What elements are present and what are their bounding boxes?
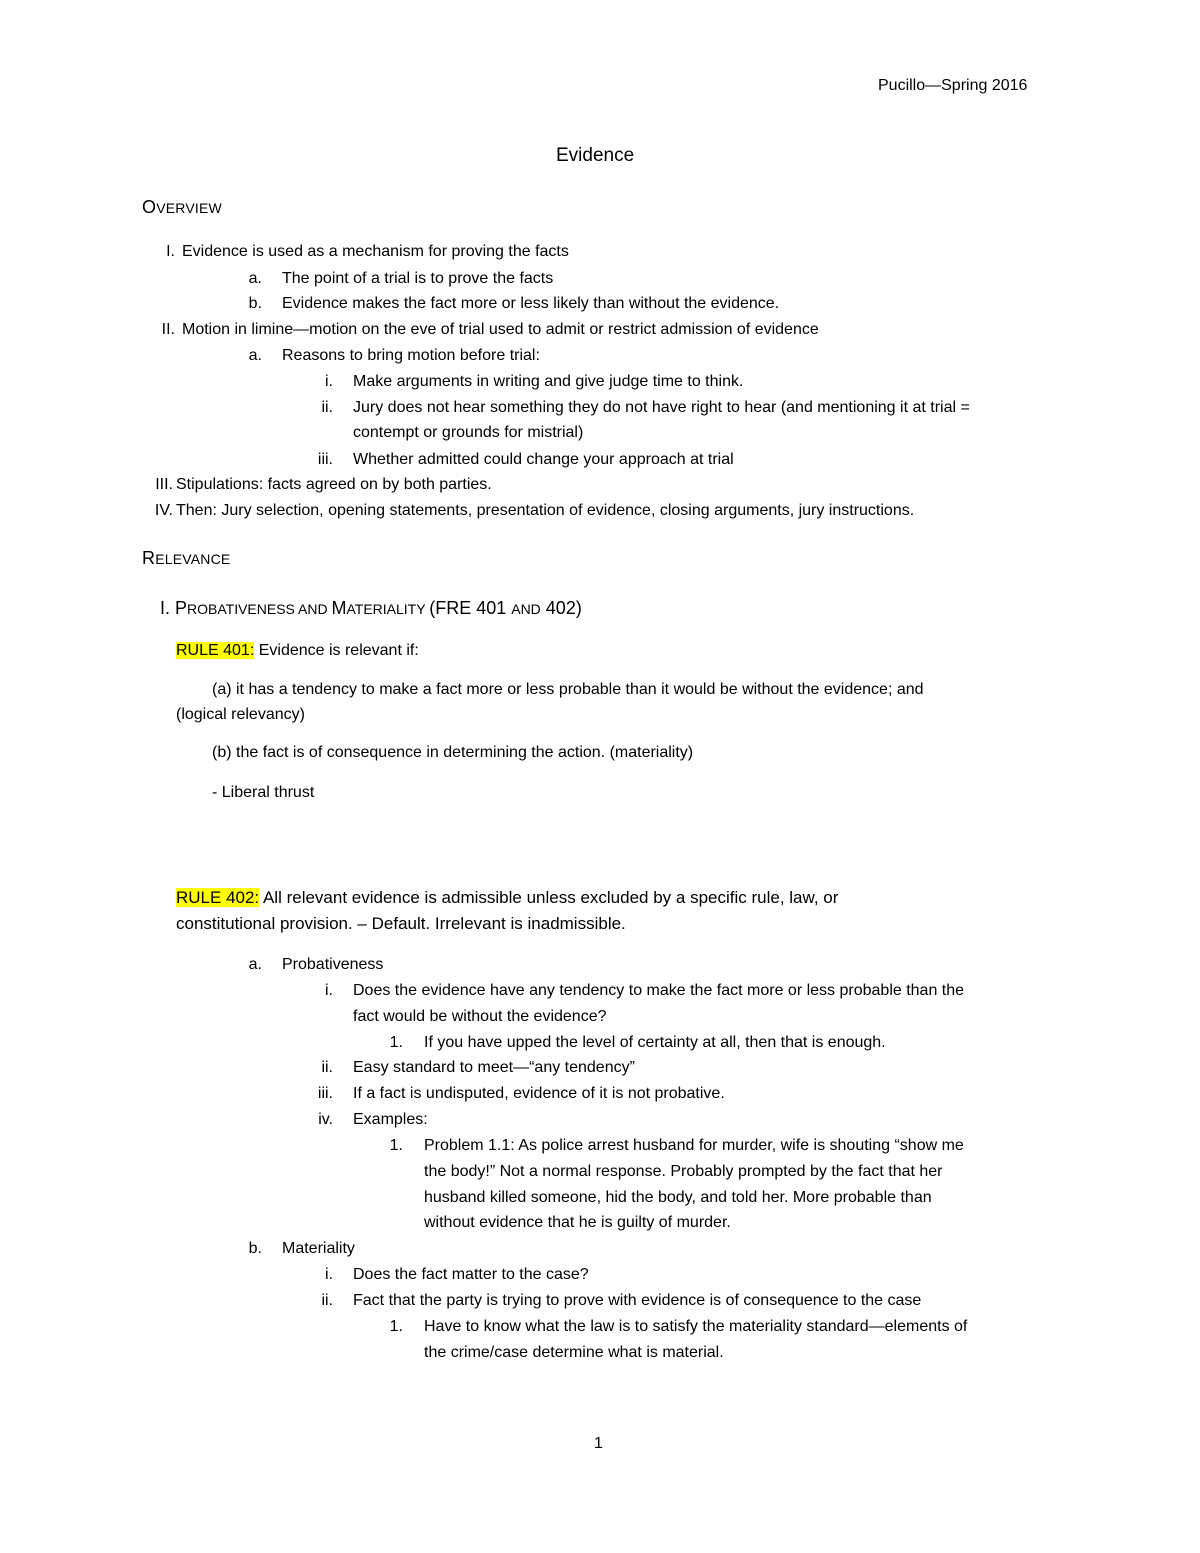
list-item: Whether admitted could change your approach at trial bbox=[353, 451, 734, 468]
list-item-continuation: husband killed someone, hid the body, and told her. More probable than bbox=[424, 1189, 932, 1206]
list-item: Reasons to bring motion before trial: bbox=[282, 347, 540, 364]
list-item: Easy standard to meet—“any tendency” bbox=[353, 1059, 635, 1076]
sub-heading-part2: ATERIALITY bbox=[346, 601, 430, 617]
rule-401-intro bbox=[176, 641, 419, 661]
rule-401-text: Evidence is relevant if: bbox=[254, 642, 419, 659]
list-item-continuation: the body!” Not a normal response. Probably prompted by the fact that her bbox=[424, 1163, 943, 1180]
sub-heading-paren2: 402) bbox=[540, 598, 582, 618]
list-item: Make arguments in writing and give judge time to think. bbox=[353, 373, 744, 390]
sub-heading-part1: ROBATIVENESS AND bbox=[187, 601, 332, 617]
list-label: 1. bbox=[389, 1137, 403, 1154]
list-label: a. bbox=[248, 347, 262, 364]
rule-401-b: (b) the fact is of consequence in determining the action. (materiality) bbox=[212, 744, 694, 761]
rule-401-a: (a) it has a tendency to make a fact more or less probable than it would be without the evidence; and bbox=[212, 681, 924, 698]
list-label: 1. bbox=[389, 1034, 403, 1051]
rule-402-line2: constitutional provision. – Default. Irrelevant is inadmissible. bbox=[176, 914, 626, 933]
list-item: Have to know what the law is to satisfy the materiality standard—elements of bbox=[424, 1318, 968, 1335]
list-label: b. bbox=[248, 1240, 262, 1257]
sub-heading-cap2: M bbox=[331, 598, 347, 618]
list-label: ii. bbox=[321, 399, 333, 416]
list-label: II. bbox=[161, 321, 175, 338]
list-label: III. bbox=[155, 476, 173, 493]
list-label: iii. bbox=[317, 1085, 333, 1102]
page-header: Pucillo—Spring 2016 bbox=[878, 77, 1028, 94]
subsection-heading bbox=[160, 598, 582, 619]
list-item: Does the fact matter to the case? bbox=[353, 1266, 589, 1283]
list-label: i. bbox=[325, 373, 333, 390]
section-heading-overview bbox=[142, 197, 222, 218]
list-item-continuation: the crime/case determine what is material. bbox=[424, 1344, 724, 1361]
rule-401-label: RULE 401: bbox=[176, 642, 255, 659]
rule-402-line1 bbox=[176, 888, 838, 908]
rule-402-text: All relevant evidence is admissible unless excluded by a specific rule, law, or bbox=[259, 888, 839, 907]
list-item: Probativeness bbox=[282, 956, 384, 973]
heading-cap: R bbox=[142, 548, 156, 568]
list-item: Fact that the party is trying to prove with evidence is of consequence to the case bbox=[353, 1292, 922, 1309]
list-item: If a fact is undisputed, evidence of it is not probative. bbox=[353, 1085, 725, 1102]
list-item: Motion in limine—motion on the eve of trial used to admit or restrict admission of evidence bbox=[182, 321, 819, 338]
document-title: Evidence bbox=[556, 145, 635, 166]
list-item: If you have upped the level of certainty at all, then that is enough. bbox=[424, 1034, 886, 1051]
list-item: Evidence is used as a mechanism for proving the facts bbox=[182, 243, 569, 260]
section-heading-relevance bbox=[142, 548, 230, 569]
list-label: i. bbox=[325, 982, 333, 999]
list-label: i. bbox=[325, 1266, 333, 1283]
rule-402-label: RULE 402: bbox=[176, 888, 260, 907]
list-label: iv. bbox=[318, 1111, 333, 1128]
list-item-continuation: fact would be without the evidence? bbox=[353, 1008, 607, 1025]
page-number: 1 bbox=[594, 1435, 603, 1452]
list-item: The point of a trial is to prove the facts bbox=[282, 270, 554, 287]
sub-heading-paren1: (FRE 401 bbox=[429, 598, 512, 618]
list-label: IV. bbox=[154, 502, 173, 519]
list-item: Evidence makes the fact more or less likely than without the evidence. bbox=[282, 295, 780, 312]
list-label: iii. bbox=[317, 451, 333, 468]
sub-heading-and: AND bbox=[511, 601, 541, 617]
list-item: Then: Jury selection, opening statements, presentation of evidence, closing arguments, jury instructions. bbox=[176, 502, 915, 519]
list-item: Stipulations: facts agreed on by both parties. bbox=[176, 476, 492, 493]
list-item: Problem 1.1: As police arrest husband for murder, wife is shouting “show me bbox=[424, 1137, 964, 1154]
list-label: a. bbox=[248, 956, 262, 973]
list-item: Jury does not hear something they do not have right to hear (and mentioning it at trial = bbox=[353, 399, 970, 416]
list-label: 1. bbox=[389, 1318, 403, 1335]
list-label: a. bbox=[248, 270, 262, 287]
rule-401-a-continuation: (logical relevancy) bbox=[176, 706, 305, 723]
sub-heading-prefix: I. P bbox=[160, 598, 188, 618]
list-item: Examples: bbox=[353, 1111, 428, 1128]
list-label: ii. bbox=[321, 1292, 333, 1309]
list-item-continuation: contempt or grounds for mistrial) bbox=[353, 424, 584, 441]
list-item: Materiality bbox=[282, 1240, 355, 1257]
heading-cap: O bbox=[142, 197, 157, 217]
list-item-continuation: without evidence that he is guilty of murder. bbox=[424, 1214, 731, 1231]
list-label: I. bbox=[166, 243, 175, 260]
heading-rest: ELEVANCE bbox=[155, 551, 231, 567]
list-item: Does the evidence have any tendency to make the fact more or less probable than the bbox=[353, 982, 965, 999]
heading-rest: VERVIEW bbox=[156, 200, 222, 216]
list-label: b. bbox=[248, 295, 262, 312]
rule-401-note: - Liberal thrust bbox=[212, 784, 315, 801]
list-label: ii. bbox=[321, 1059, 333, 1076]
